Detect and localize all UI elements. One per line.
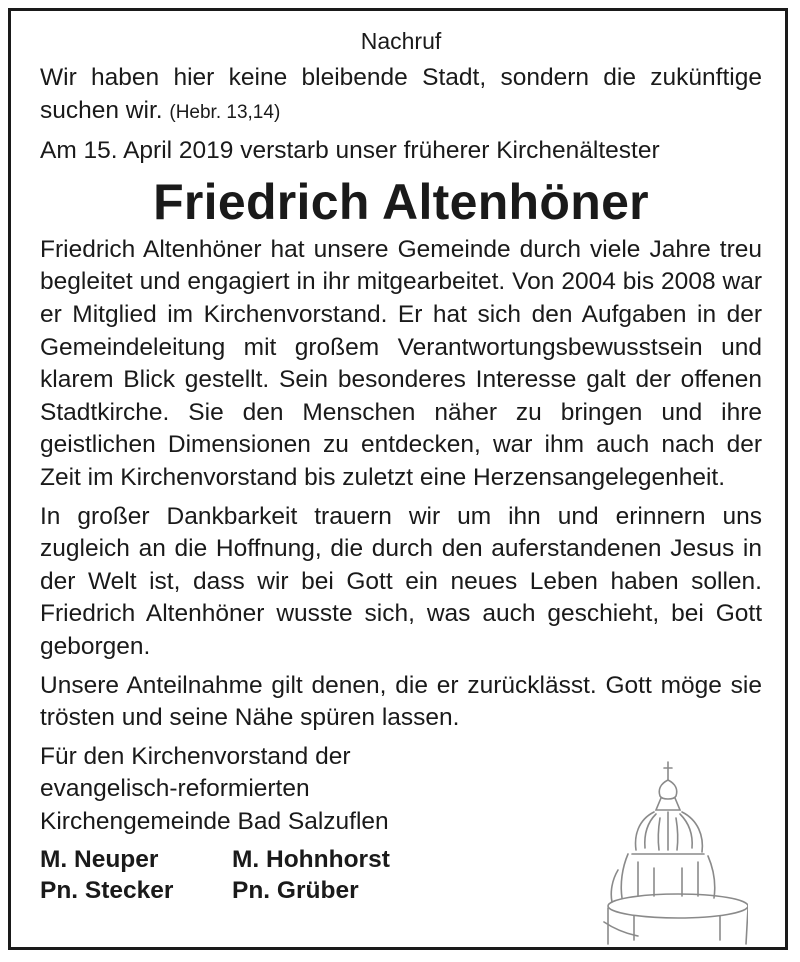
- signoff-line-3: Kirchengemeinde Bad Salzuflen: [40, 807, 389, 835]
- signer: M. Neuper: [40, 846, 159, 874]
- church-tower-sketch-icon: [598, 758, 748, 948]
- bible-verse: [40, 62, 762, 129]
- signoff-line-2: evangelisch-reformierten: [40, 775, 310, 803]
- sympathy-paragraph: Unsere Anteilnahme gilt denen, die er zurücklässt. Gott möge sie trösten und seine Nähe spüren lassen.: [40, 671, 762, 732]
- deceased-name: Friedrich Altenhöner: [153, 173, 649, 230]
- signer: Pn. Grüber: [232, 877, 359, 905]
- verse-text: Wir haben hier keine bleibende Stadt, sondern die zukünftige suchen wir.: [40, 64, 762, 124]
- signer: Pn. Stecker: [40, 877, 174, 905]
- verse-reference: (Hebr. 13,14): [169, 101, 281, 123]
- intro-line: Am 15. April 2019 verstarb unser früherer Kirchenältester: [40, 137, 660, 165]
- tribute-paragraph: Friedrich Altenhöner hat unsere Gemeinde durch viele Jahre treu begleitet und engagiert in ihr mitgearbeitet. Von 2004 bis 2008 war er Mitglied im Kirchenvorstand. Er hat sich den Aufgaben in der Gemeindeleitung mit großem Verantwortungsbewusstsein und klarem Blick gestellt. Sein besonderes Interesse galt der offenen Stadtkirche. Sie den Menschen näher zu bringen und ihre geistlichen Dimensionen zu entdecken, war ihm auch nach der Zeit im Kirchenvorstand bis zuletzt eine Herzensangelegenheit.: [40, 235, 762, 491]
- signer: M. Hohnhorst: [232, 846, 390, 874]
- notice-heading: Nachruf: [360, 28, 442, 54]
- condolence-paragraph: In großer Dankbarkeit trauern wir um ihn und erinnern uns zugleich an die Hoffnung, die durch den auferstandenen Jesus in der Welt ist, dass wir bei Gott ein neues Leben haben sollen. Friedrich Altenhöner wusste sich, was auch geschieht, bei Gott geborgen.: [40, 502, 762, 660]
- signoff-line-1: Für den Kirchenvorstand der: [40, 742, 351, 770]
